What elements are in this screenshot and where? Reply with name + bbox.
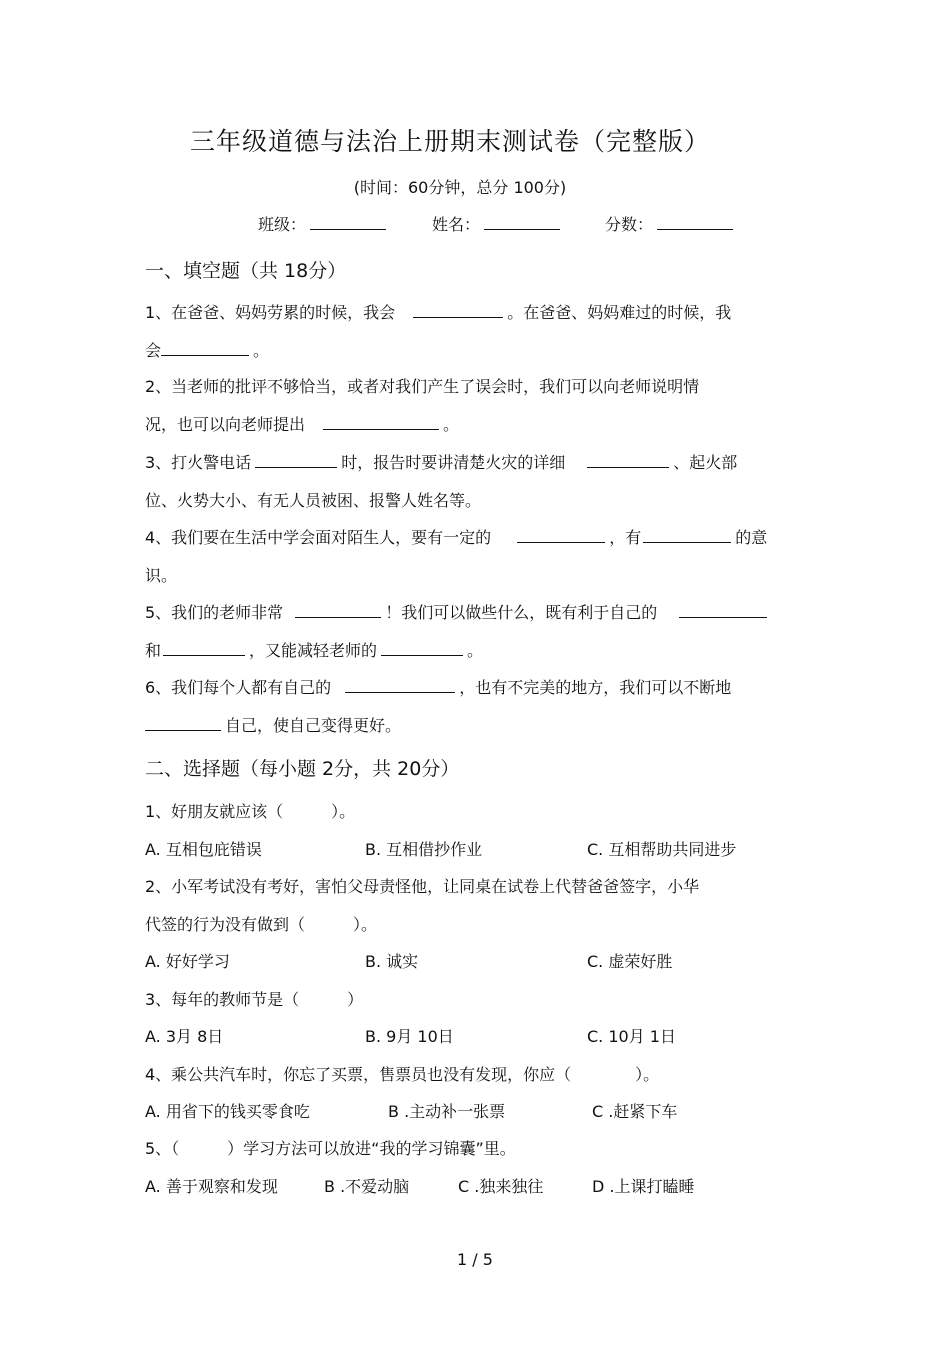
fill-q6-blank2	[145, 729, 221, 731]
fill-q3-line2: 位、火势大小、有无人员被困、报警人姓名等。	[145, 491, 482, 510]
choice-q2-option-a: A. 好好学习	[145, 952, 230, 971]
fill-q3-blank2	[587, 466, 669, 468]
choice-q2-option-c: C. 虚荣好胜	[587, 952, 673, 971]
choice-q5-option-b: B .不爱动脑	[324, 1177, 410, 1196]
fill-q6-blank1	[345, 691, 455, 693]
fill-q1-line1: 1、在爸爸、妈妈劳累的时候，我会 。在爸爸、妈妈难过的时候，我	[145, 303, 732, 322]
score-blank	[657, 228, 733, 230]
choice-q4-option-b: B .主动补一张票	[388, 1102, 506, 1121]
fill-q4-blank1	[517, 541, 605, 543]
fill-q3-blank1	[255, 466, 337, 468]
choice-q5-stem: 5、（ ）学习方法可以放进“我的学习锦囊”里。	[145, 1139, 516, 1158]
choice-q3-option-c: C. 10月 1日	[587, 1027, 676, 1046]
choice-q2-stem-line1: 2、小军考试没有考好，害怕父母责怪他，让同桌在试卷上代替爸爸签字，小华	[145, 877, 700, 896]
fill-q5-line1: 5、我们的老师非常 ！我们可以做些什么，既有利于自己的	[145, 600, 771, 623]
score-label: 分数：	[605, 215, 654, 234]
fill-q5-line2: 和 ，又能减轻老师的 。	[145, 641, 484, 660]
fill-q5-blank2	[679, 616, 767, 618]
choice-q3-stem: 3、每年的教师节是（ ）	[145, 990, 364, 1009]
fill-q1-line2: 会 。	[145, 341, 270, 360]
page-number: 1 / 5	[457, 1250, 493, 1269]
choice-q4-stem: 4、乘公共汽车时，你忘了买票，售票员也没有发现，你应（ ）。	[145, 1065, 660, 1084]
class-label: 班级：	[258, 215, 307, 234]
fill-q2-blank	[323, 428, 439, 430]
fill-q5-blank1	[295, 616, 381, 618]
score-field	[605, 212, 737, 235]
choice-q1-option-b: B. 互相借抄作业	[365, 840, 483, 859]
choice-q4-option-c: C .赶紧下车	[592, 1102, 678, 1121]
class-field	[258, 212, 390, 235]
fill-q6-line2: 自己，使自己变得更好。	[145, 713, 401, 736]
fill-q4-line2: 识。	[145, 566, 178, 585]
choice-q2-stem-line2: 代签的行为没有做到（ ）。	[145, 915, 378, 934]
name-blank	[484, 228, 560, 230]
choice-q5-option-d: D .上课打瞌睡	[592, 1177, 695, 1196]
fill-q5-blank3	[163, 654, 245, 656]
choice-q2-option-b: B. 诚实	[365, 952, 419, 971]
fill-q6-line1: 6、我们每个人都有自己的 ，也有不完美的地方，我们可以不断地	[145, 678, 732, 697]
fill-q2-line1: 2、当老师的批评不够恰当，或者对我们产生了误会时，我们可以向老师说明情	[145, 377, 700, 396]
fill-q2-line2: 况，也可以向老师提出 。	[145, 415, 460, 434]
class-blank	[310, 228, 386, 230]
fill-q5-blank4	[381, 654, 463, 656]
fill-q3-line1: 3、打火警电话 时，报告时要讲清楚火灾的详细 、起火部	[145, 453, 738, 472]
choice-q5-option-a: A. 善于观察和发现	[145, 1177, 278, 1196]
section2-heading: 二、选择题（每小题 2分，共 20分）	[145, 758, 460, 780]
name-label: 姓名：	[432, 215, 481, 234]
fill-q1-blank1	[413, 316, 503, 318]
choice-q1-option-c: C. 互相帮助共同进步	[587, 840, 737, 859]
choice-q3-option-b: B. 9月 10日	[365, 1027, 454, 1046]
choice-q1-stem: 1、好朋友就应该（ ）。	[145, 802, 356, 821]
fill-q4-blank2	[643, 541, 731, 543]
name-field	[432, 212, 564, 235]
choice-q3-option-a: A. 3月 8日	[145, 1027, 224, 1046]
choice-q4-option-a: A. 用省下的钱买零食吃	[145, 1102, 310, 1121]
exam-subtitle: (时间：60分钟，总分 100分)	[353, 178, 567, 197]
section1-heading: 一、填空题（共 18分）	[145, 260, 347, 282]
fill-q4-line1: 4、我们要在生活中学会面对陌生人，要有一定的 ，有 的意	[145, 528, 768, 547]
exam-title: 三年级道德与法治上册期末测试卷（完整版）	[189, 127, 710, 156]
choice-q1-option-a: A. 互相包庇错误	[145, 840, 262, 859]
choice-q5-option-c: C .独来独往	[458, 1177, 544, 1196]
fill-q1-blank2	[161, 354, 249, 356]
